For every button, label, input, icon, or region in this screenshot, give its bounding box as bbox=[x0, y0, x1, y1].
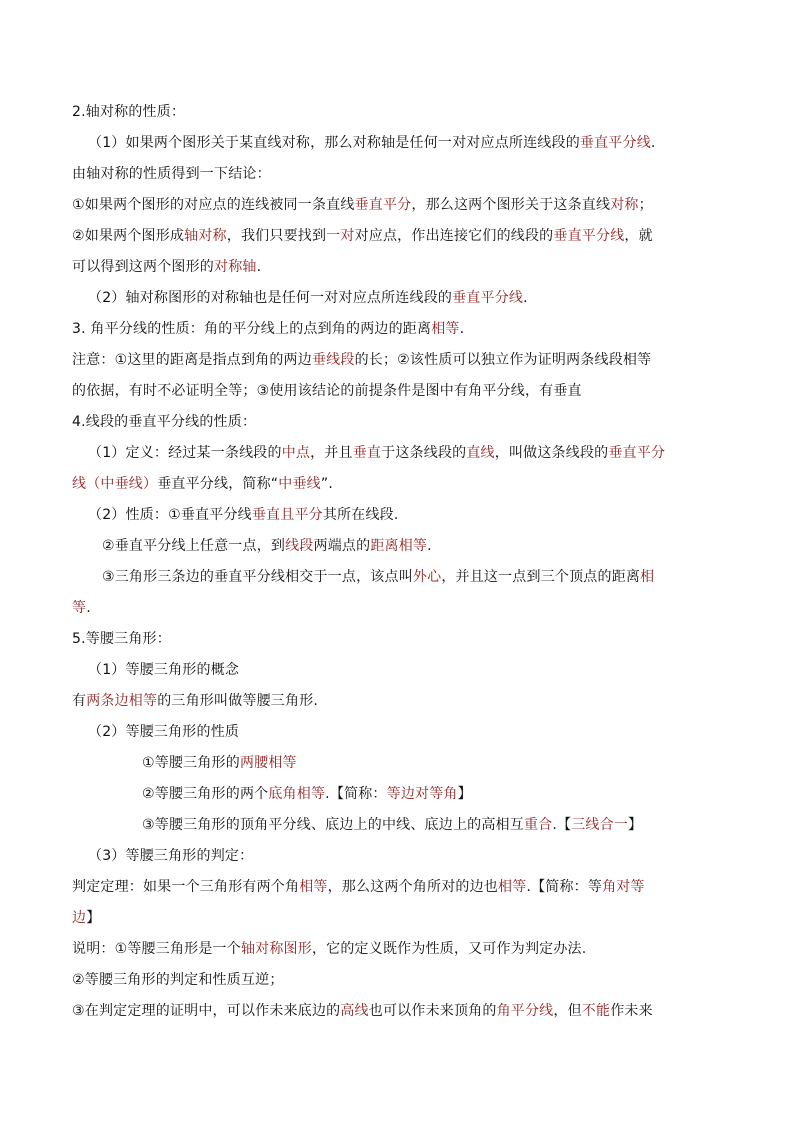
text-segment: .【 bbox=[552, 817, 572, 833]
text-line bbox=[72, 722, 742, 742]
text-segment: . bbox=[86, 600, 91, 616]
text-segment: . bbox=[523, 290, 528, 306]
highlighted-term: 垂直且平分 bbox=[251, 507, 323, 523]
section-heading-3 bbox=[72, 319, 742, 339]
text-segment: ③在判定定理的证明中，可以作未来底边的 bbox=[72, 1003, 341, 1019]
text-segment: 】 bbox=[628, 817, 643, 833]
highlighted-term: 边 bbox=[72, 910, 87, 926]
text-line bbox=[72, 381, 742, 401]
text-segment: ②如果两个图形成 bbox=[72, 228, 185, 244]
highlighted-term: 线（中垂线） bbox=[72, 476, 158, 492]
text-line bbox=[72, 505, 742, 525]
highlighted-term: 重合 bbox=[523, 817, 553, 833]
text-segment: ②等腰三角形的判定和性质互逆； bbox=[72, 972, 284, 988]
text-segment: ”. bbox=[320, 476, 333, 492]
text-line bbox=[72, 660, 742, 680]
text-segment: ，并且 bbox=[310, 445, 353, 461]
text-segment: （2）等腰三角形的性质 bbox=[88, 724, 240, 740]
text-segment: ③三角形三条边的垂直平分线相交于一点，该点叫 bbox=[88, 569, 413, 585]
text-segment: 的长；②该性质可以独立作为证明两条线段相等 bbox=[354, 352, 652, 368]
highlighted-term: 两腰相等 bbox=[239, 755, 297, 771]
text-segment: ，并且这一点到三个顶点的距离 bbox=[441, 569, 641, 585]
text-line bbox=[72, 133, 742, 153]
text-segment: 由轴对称的性质得到一下结论： bbox=[72, 166, 271, 182]
highlighted-term: 中点 bbox=[281, 445, 311, 461]
text-segment: ②垂直平分线上任意一点，到 bbox=[88, 538, 286, 554]
text-segment: . bbox=[650, 135, 656, 151]
highlighted-term: 等边对等角 bbox=[386, 786, 458, 802]
highlighted-term: 直线 bbox=[466, 445, 495, 461]
text-line bbox=[72, 164, 742, 184]
text-line bbox=[72, 908, 742, 928]
text-segment: 其所在线段. bbox=[322, 507, 399, 523]
text-segment: ，那么这两个角所对的边也 bbox=[327, 879, 499, 895]
highlighted-term: 两条边相等 bbox=[86, 693, 158, 709]
text-segment: （1）如果两个图形关于某直线对称，那么对称轴是任何一对对应点所连线段的 bbox=[88, 135, 580, 151]
text-segment: 于这条线段的 bbox=[381, 445, 467, 461]
highlighted-term: 三线合一 bbox=[571, 817, 629, 833]
text-line bbox=[72, 567, 742, 587]
text-segment: ，它的定义既作为性质，又可作为判定办法. bbox=[311, 941, 587, 957]
text-line bbox=[72, 443, 742, 463]
text-segment: 的三角形叫做等腰三角形. bbox=[157, 693, 319, 709]
section-heading-5 bbox=[72, 629, 742, 649]
text-segment: . bbox=[459, 321, 465, 337]
text-segment: ，但 bbox=[553, 1003, 582, 1019]
highlighted-term: 垂直平分线 bbox=[553, 228, 625, 244]
text-segment: 】 bbox=[457, 786, 472, 802]
highlighted-term: 垂直平分 bbox=[608, 445, 666, 461]
text-line bbox=[72, 877, 742, 897]
document-content bbox=[72, 102, 742, 1021]
text-segment: （1）定义：经过某一条线段的 bbox=[88, 445, 282, 461]
text-line bbox=[72, 350, 742, 370]
highlighted-term: 角平分线 bbox=[496, 1003, 554, 1019]
highlighted-term: 垂直平分线 bbox=[452, 290, 524, 306]
text-line bbox=[72, 598, 742, 618]
highlighted-term: 垂线段 bbox=[311, 352, 355, 368]
highlighted-term: 对称 bbox=[610, 197, 639, 213]
highlighted-term: 相等 bbox=[431, 321, 460, 337]
text-segment: .【简称： bbox=[325, 786, 387, 802]
highlighted-term: 垂直平分 bbox=[354, 197, 412, 213]
text-line bbox=[72, 970, 742, 990]
highlighted-term: 不能 bbox=[581, 1003, 611, 1019]
highlighted-term: 底角相等 bbox=[268, 786, 326, 802]
text-line bbox=[72, 939, 742, 959]
text-line bbox=[72, 784, 742, 804]
text-segment: 垂直平分线，简称“ bbox=[157, 476, 279, 492]
highlighted-term: 距离相等 bbox=[370, 538, 428, 554]
text-line bbox=[72, 195, 742, 215]
text-segment: . bbox=[256, 259, 262, 275]
highlighted-term: 对称轴 bbox=[214, 259, 257, 275]
text-segment: ，我们只要找到 bbox=[226, 228, 327, 244]
text-segment: 4.线段的垂直平分线的性质： bbox=[72, 414, 257, 430]
highlighted-term: 一对 bbox=[326, 228, 355, 244]
highlighted-term: 相等 bbox=[299, 879, 328, 895]
text-segment: ，叫做这条线段的 bbox=[494, 445, 609, 461]
text-segment: 两端点的 bbox=[313, 538, 371, 554]
text-segment: 2.轴对称的性质： bbox=[72, 104, 186, 120]
text-segment: ③等腰三角形的顶角平分线、底边上的中线、底边上的高相互 bbox=[142, 817, 524, 833]
text-line bbox=[72, 846, 742, 866]
text-line bbox=[72, 753, 742, 773]
highlighted-term: 垂直 bbox=[352, 445, 382, 461]
highlighted-term: 垂直平分线 bbox=[579, 135, 651, 151]
text-segment: 3. 角平分线的性质：角的平分线上的点到角的两边的距离 bbox=[72, 321, 432, 337]
text-segment: 说明：①等腰三角形是一个 bbox=[72, 941, 241, 957]
text-segment: 的依据，有时不必证明全等；③使用该结论的前提条件是图中有角平分线，有垂直 bbox=[72, 383, 582, 399]
highlighted-term: 相等 bbox=[498, 879, 527, 895]
text-segment: 也可以作未来顶角的 bbox=[368, 1003, 497, 1019]
highlighted-term: 等 bbox=[72, 600, 87, 616]
text-line bbox=[72, 1001, 742, 1021]
text-segment: 】 bbox=[86, 910, 101, 926]
highlighted-term: 轴对称 bbox=[184, 228, 227, 244]
text-line bbox=[72, 226, 742, 246]
text-segment: ①如果两个图形的对应点的连线被同一条直线 bbox=[72, 197, 355, 213]
text-segment: ②等腰三角形的两个 bbox=[142, 786, 269, 802]
text-line bbox=[72, 288, 742, 308]
highlighted-term: 高线 bbox=[340, 1003, 369, 1019]
text-segment: （2）性质：①垂直平分线 bbox=[88, 507, 252, 523]
text-segment: .【简称：等 bbox=[526, 879, 603, 895]
highlighted-term: 外心 bbox=[412, 569, 442, 585]
highlighted-term: 角对等 bbox=[602, 879, 645, 895]
section-heading-2 bbox=[72, 102, 742, 122]
text-segment: 可以得到这两个图形的 bbox=[72, 259, 214, 275]
text-segment: 判定定理：如果一个三角形有两个角 bbox=[72, 879, 300, 895]
highlighted-term: 相 bbox=[640, 569, 655, 585]
text-segment: 注意：①这里的距离是指点到角的两边 bbox=[72, 352, 312, 368]
text-segment: ，就 bbox=[624, 228, 653, 244]
text-line bbox=[72, 815, 742, 835]
text-line bbox=[72, 257, 742, 277]
text-segment: ①等腰三角形的 bbox=[142, 755, 240, 771]
highlighted-term: 中垂线 bbox=[278, 476, 321, 492]
text-segment: . bbox=[427, 538, 432, 554]
text-segment: （2）轴对称图形的对称轴也是任何一对对应点所连线段的 bbox=[88, 290, 453, 306]
text-line bbox=[72, 691, 742, 711]
text-line bbox=[72, 536, 742, 556]
text-segment: 有 bbox=[72, 693, 87, 709]
text-segment: ； bbox=[638, 197, 653, 213]
section-heading-4 bbox=[72, 412, 742, 432]
text-segment: （3）等腰三角形的判定： bbox=[88, 848, 254, 864]
text-segment: ，那么这两个图形关于这条直线 bbox=[411, 197, 611, 213]
text-line bbox=[72, 474, 742, 494]
highlighted-term: 线段 bbox=[285, 538, 314, 554]
text-segment: （1）等腰三角形的概念 bbox=[88, 662, 240, 678]
text-segment: 对应点，作出连接它们的线段的 bbox=[354, 228, 554, 244]
text-segment: 作未来 bbox=[610, 1003, 653, 1019]
highlighted-term: 轴对称图形 bbox=[240, 941, 312, 957]
text-segment: 5.等腰三角形： bbox=[72, 631, 171, 647]
